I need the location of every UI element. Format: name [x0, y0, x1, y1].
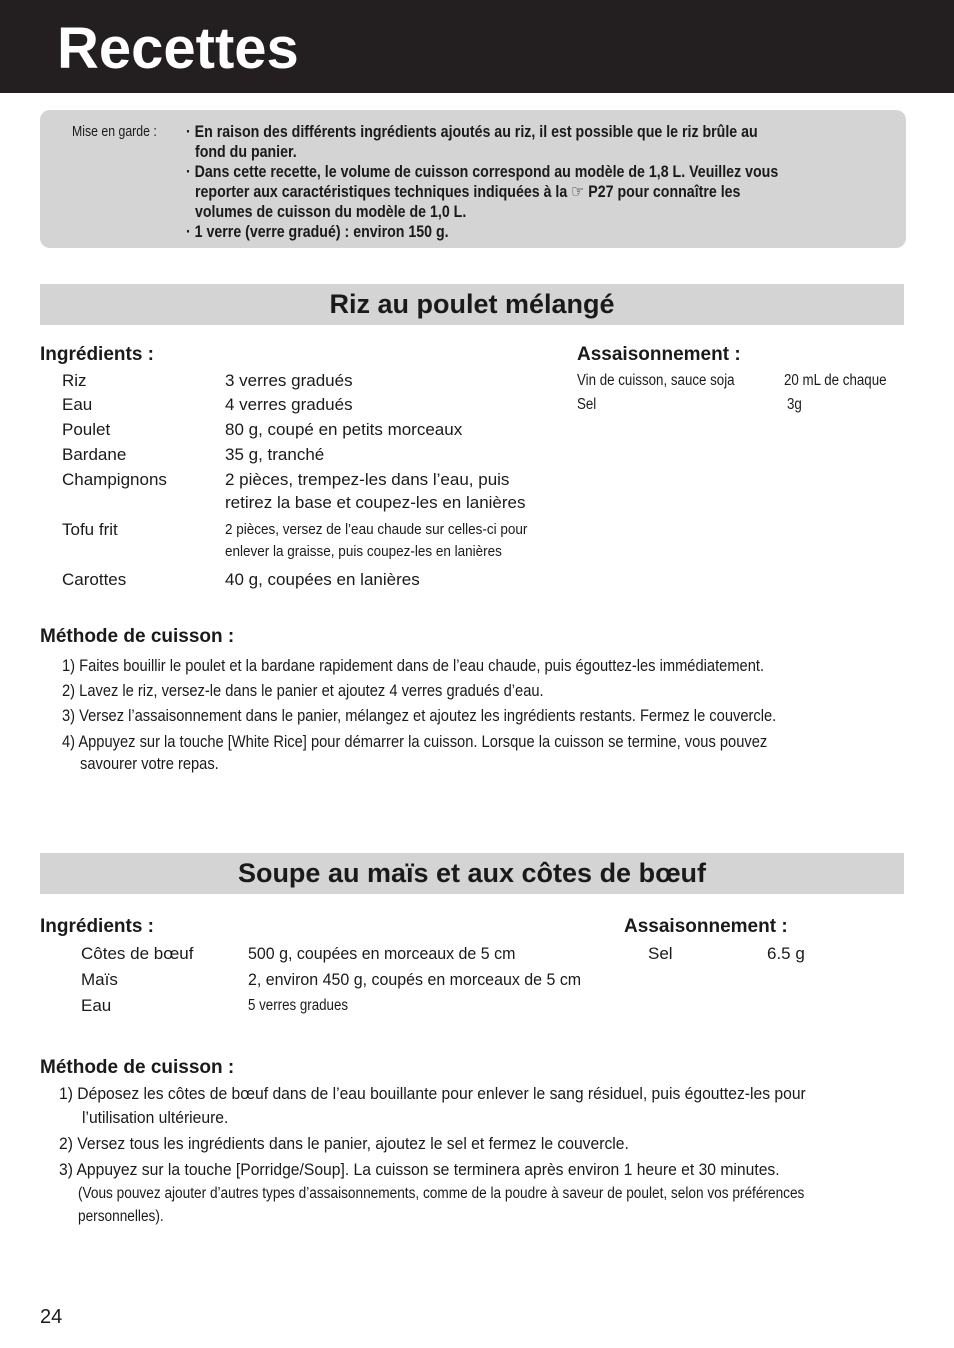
recipe1-ingredients-label: Ingrédients :	[40, 344, 155, 365]
ingredient-name: Eau	[81, 996, 112, 1015]
seasoning-qty: 6.5 g	[767, 944, 805, 963]
method-step	[59, 1132, 629, 1156]
ingredient-name: Champignons	[62, 470, 167, 489]
step-text: Lavez le riz, versez-le dans le panier et ajoutez 4 verres gradués d’eau.	[79, 682, 544, 700]
ingredient-name: Carottes	[62, 570, 127, 589]
seasoning-qty: 3g	[787, 396, 802, 413]
page-number: 24	[40, 1306, 63, 1328]
caution-line: · En raison des différents ingrédients ajoutés au riz, il est possible que le riz brûle au	[186, 123, 758, 141]
step-text: Appuyez sur la touche [White Rice] pour démarrer la cuisson. Lorsque la cuisson se termine, vous pouvez	[78, 733, 768, 751]
ingredient-qty: 80 g, coupé en petits morceaux	[225, 420, 463, 439]
caution-line: fond du panier.	[195, 143, 297, 161]
seasoning-name: Vin de cuisson, sauce soja	[577, 372, 735, 389]
step-number: 1)	[59, 1085, 73, 1103]
recipe2-note-continued: personnelles).	[78, 1208, 164, 1225]
ingredient-qty: enlever la graisse, puis coupez-les en lanières	[225, 543, 502, 560]
caution-line-text: P27 pour connaître les	[588, 183, 741, 201]
recipe2-method-label: Méthode de cuisson :	[40, 1057, 235, 1078]
ingredient-name: Poulet	[62, 420, 111, 439]
step-text: Appuyez sur la touche [Porridge/Soup]. La cuisson se terminera après environ 1 heure et 30 minutes.	[76, 1161, 780, 1179]
method-step	[62, 705, 776, 727]
ingredient-qty: 4 verres gradués	[225, 395, 353, 414]
ingredient-qty: 2 pièces, trempez-les dans l’eau, puis	[225, 470, 510, 489]
caution-line	[195, 182, 740, 202]
step-number: 3)	[59, 1161, 73, 1179]
caution-line-text: reporter aux caractéristiques techniques indiquées à la	[195, 183, 568, 201]
ingredient-name: Tofu frit	[62, 520, 118, 539]
recipe1-seasoning-label: Assaisonnement :	[577, 344, 741, 365]
recipe2-title-bar	[40, 853, 904, 894]
ingredient-name: Riz	[62, 371, 87, 390]
method-step	[59, 1082, 806, 1106]
recipe2-title: Soupe au maïs et aux côtes de bœuf	[237, 858, 707, 888]
step-number: 1)	[62, 657, 76, 675]
page-title: Recettes	[57, 16, 299, 81]
step-number: 2)	[59, 1135, 73, 1153]
method-step	[62, 655, 764, 677]
step-text-continued: l’utilisation ultérieure.	[82, 1109, 229, 1127]
ingredient-qty: 500 g, coupées en morceaux de 5 cm	[248, 944, 516, 963]
recipe1-title-bar	[40, 284, 904, 325]
method-step	[59, 1158, 780, 1182]
ingredient-name: Bardane	[62, 445, 127, 464]
step-text: Versez l’assaisonnement dans le panier, mélangez et ajoutez les ingrédients restants. Fermez le couvercle.	[79, 707, 777, 725]
recipe1-method-label: Méthode de cuisson :	[40, 626, 235, 647]
seasoning-name: Sel	[648, 944, 673, 963]
recipe2-seasoning-label: Assaisonnement :	[624, 916, 788, 937]
step-text: Faites bouillir le poulet et la bardane rapidement dans de l’eau chaude, puis égouttez-les immédiatement.	[79, 657, 765, 675]
ingredient-qty: 5 verres gradues	[248, 997, 349, 1014]
caution-line: volumes de cuisson du modèle de 1,0 L.	[195, 203, 467, 221]
ingredient-qty: 3 verres gradués	[225, 371, 353, 390]
ingredient-qty: 2, environ 450 g, coupés en morceaux de 5 cm	[248, 970, 582, 989]
ingredient-qty: 2 pièces, versez de l’eau chaude sur celles-ci pour	[225, 521, 528, 538]
page-reference-icon: ☞	[571, 182, 585, 201]
ingredient-qty: 35 g, tranché	[225, 445, 325, 464]
step-text-continued: savourer votre repas.	[80, 755, 219, 773]
ingredient-name: Maïs	[81, 970, 118, 989]
ingredient-name: Eau	[62, 395, 93, 414]
recipe2-note: (Vous pouvez ajouter d’autres types d’assaisonnements, comme de la poudre à saveur de poulet, selon vos préférences	[78, 1185, 805, 1202]
ingredient-qty: 40 g, coupées en lanières	[225, 570, 420, 589]
step-number: 4)	[62, 733, 76, 751]
recipe2-ingredients-label: Ingrédients :	[40, 916, 155, 937]
caution-line: · 1 verre (verre gradué) : environ 150 g.	[186, 223, 449, 241]
recipe1-title: Riz au poulet mélangé	[329, 289, 615, 319]
caution-label: Mise en garde :	[72, 123, 157, 140]
caution-line: · Dans cette recette, le volume de cuisson correspond au modèle de 1,8 L. Veuillez vous	[186, 163, 779, 181]
seasoning-qty: 20 mL de chaque	[784, 372, 887, 389]
ingredient-qty: retirez la base et coupez-les en lanières	[225, 493, 526, 512]
ingredient-name: Côtes de bœuf	[81, 944, 194, 963]
seasoning-name: Sel	[577, 396, 597, 413]
method-step	[62, 731, 767, 753]
step-number: 2)	[62, 682, 76, 700]
method-step	[62, 680, 544, 702]
step-text: Déposez les côtes de bœuf dans de l’eau bouillante pour enlever le sang résiduel, puis égouttez-les pour	[77, 1085, 806, 1103]
step-text: Versez tous les ingrédients dans le panier, ajoutez le sel et fermez le couvercle.	[77, 1135, 629, 1153]
step-number: 3)	[62, 707, 76, 725]
